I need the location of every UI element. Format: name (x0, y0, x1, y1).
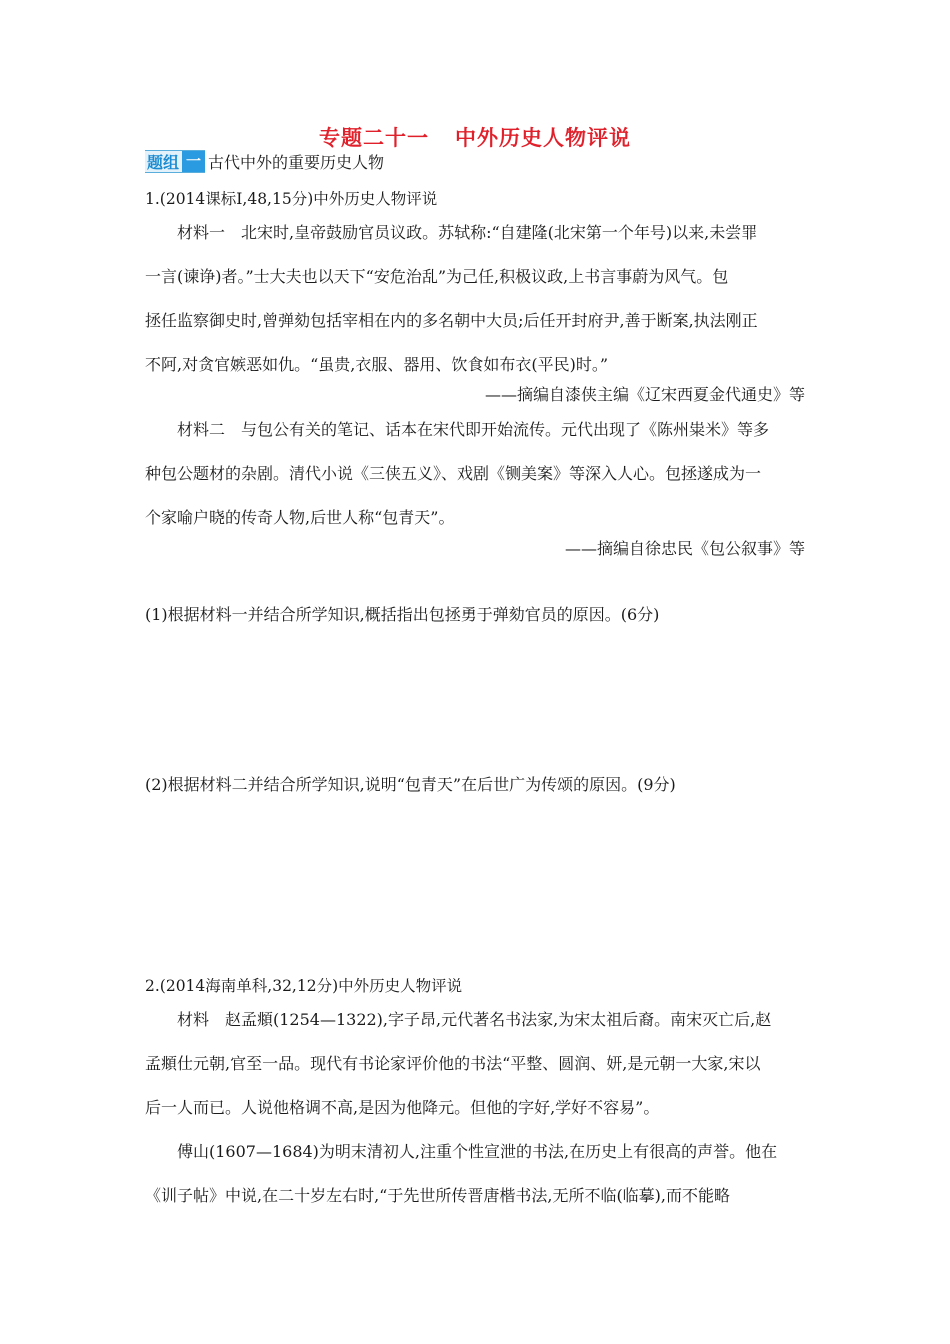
q1-material-2-source: ——摘编自徐忠民《包公叙事》等 (564, 539, 805, 558)
material-line: 孟頫仕元朝,官至一品。现代有书论家评价他的书法“平整、圆润、妍,是元朝一大家,宋以 (145, 1054, 761, 1073)
material-line: 材料 赵孟頫(1254—1322),字子昂,元代著名书法家,为宋太祖后裔。南宋灭亡后,赵 (177, 1010, 772, 1029)
question-group-header (145, 150, 384, 173)
group-badge (145, 150, 205, 173)
q1-subquestion-2: (2)根据材料二并结合所学知识,说明“包青天”在后世广为传颂的原因。(9分) (145, 775, 676, 794)
q1-material-2 (145, 408, 805, 540)
material-line: 拯任监察御史时,曾弹劾包括宰相在内的多名朝中大员;后任开封府尹,善于断案,执法刚正 (145, 311, 758, 330)
page-title (0, 122, 950, 152)
q1-subquestion-1: (1)根据材料一并结合所学知识,概括指出包拯勇于弹劾官员的原因。(6分) (145, 605, 660, 624)
material-line: 后一人而已。人说他格调不高,是因为他降元。但他的字好,学好不容易”。 (145, 1098, 660, 1117)
q1-material-1 (145, 211, 805, 387)
question-2-header: 2.(2014海南单科,32,12分)中外历史人物评说 (145, 977, 463, 995)
material-line: 材料一 北宋时,皇帝鼓励官员议政。苏轼称:“自建隆(北宋第一个年号)以来,未尝罪 (177, 223, 758, 242)
group-badge-label: 题组 (147, 153, 180, 172)
material-line: 《训子帖》中说,在二十岁左右时,“于先世所传晋唐楷书法,无所不临(临摹),而不能略 (145, 1186, 731, 1205)
material-line: 不阿,对贪官嫉恶如仇。“虽贵,衣服、器用、饮食如布衣(平民)时。” (145, 355, 609, 374)
material-line: 材料二 与包公有关的笔记、话本在宋代即开始流传。元代出现了《陈州粜米》等多 (177, 420, 770, 439)
question-1-header: 1.(2014课标Ⅰ,48,15分)中外历史人物评说 (145, 190, 438, 208)
material-line: 傅山(1607—1684)为明末清初人,注重个性宣泄的书法,在历史上有很高的声誉。他在 (177, 1142, 778, 1161)
group-title: 古代中外的重要历史人物 (208, 153, 385, 172)
q1-material-1-source: ——摘编自漆侠主编《辽宋西夏金代通史》等 (484, 385, 805, 404)
q2-material (145, 998, 805, 1218)
group-badge-number: 一 (182, 151, 205, 172)
material-line: 个家喻户晓的传奇人物,后世人称“包青天”。 (145, 508, 455, 527)
material-line: 种包公题材的杂剧。清代小说《三侠五义》、戏剧《铡美案》等深入人心。包拯遂成为一 (145, 464, 762, 483)
title-topic-name: 中外历史人物评说 (455, 126, 631, 150)
material-line: 一言(谏诤)者。”士大夫也以天下“安危治乱”为己任,积极议政,上书言事蔚为风气。包 (145, 267, 729, 286)
title-topic-number: 专题二十一 (319, 126, 429, 150)
